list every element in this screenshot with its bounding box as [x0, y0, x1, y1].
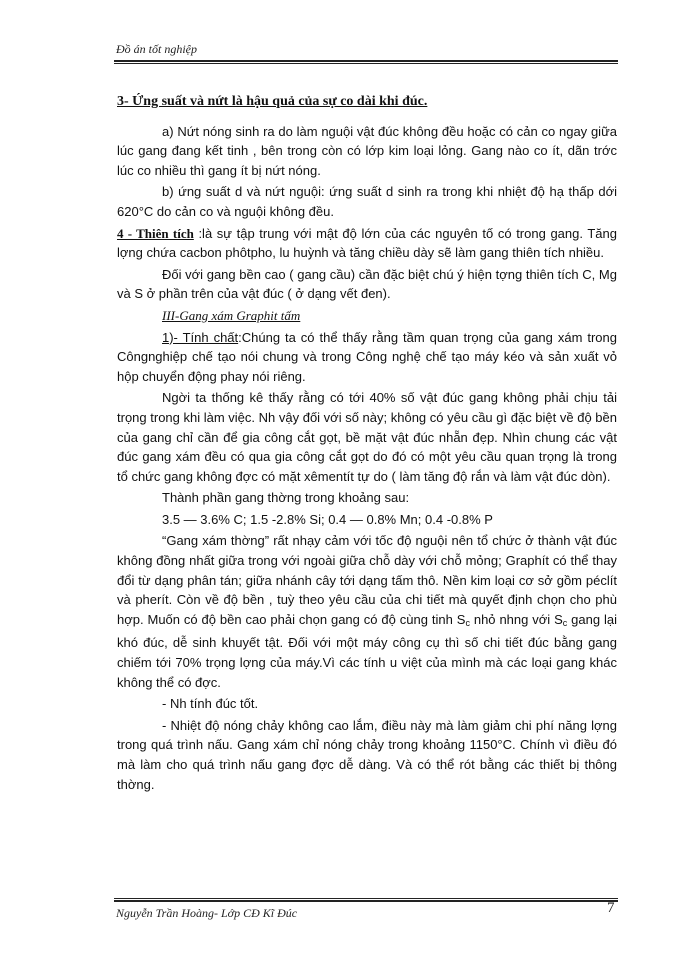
paragraph-melting: - Nhiệt độ nóng chảy không cao lắm, điều này mà làm giảm chi phí năng lợng trong quá trình nấu. Gang xám chỉ nóng chảy trong khoảng 1150°C. Chính vì điều đó mà làm cho quá trình nấu gang đợc dễ dàng. Và có thể rót bằng các thiết bị thông thờng.	[117, 717, 617, 792]
gray-iron-text-1: “Gang xám thờng” rất nhạy cảm với tốc độ nguội nên tổ chức ở thành vật đúc không đồng nhất giữa trong với ngoài giữa chỗ dày với chỗ mỏng; Graphít có thể thay đổi từ dạng phân tán; giữa nhánh cây tới dạng tấm thô. Nền kim loại cơ sở gồm péclít và pherít. Còn về độ bền , tuỳ theo yêu cầu của chi tiết mà quyết định chọn cho phù hợp. Muốn có độ bền cao phải chọn gang có độ cùng tinh S	[117, 533, 617, 627]
section-3-title: 3- Ứng suất và nứt là hậu quả của sự co dài khi đúc.	[117, 94, 428, 109]
gray-iron-text-3: gang lại khó đúc, dễ sinh khuyết tật. Đối với một máy công cụ thì số chi tiết đúc bằng gang chiếm tới 70% trọng lợng của máy.Vì các tính u việt của mình mà các loại gang khác không thể có đợc.	[117, 611, 618, 690]
footer-author: Nguyễn Trần Hoàng- Lớp CĐ Kĩ Đúc	[116, 906, 298, 920]
properties-text: :Chúng ta có thể thấy rằng tầm quan trọng của gang xám trong Côngnghiệp chế tạo nói chung và trong Công nghệ chế tạo máy kéo và sản xuất vỏ hộp chuyển động phay nói riêng.	[117, 329, 617, 384]
paragraph-castability: - Nh tính đúc tốt.	[162, 696, 259, 712]
paragraph-properties	[117, 328, 617, 387]
header-title: Đồ án tốt nghiệp	[116, 42, 197, 56]
header-rule	[114, 60, 618, 64]
section-4-text: :là sự tập trung với mật độ lớn của các nguyên tố có trong gang. Tăng lợng chứa cacbon phôtpho, lu huỳnh và tăng chiều dày sẽ làm gang thiên tích nhiều.	[117, 225, 617, 261]
subsection-title	[117, 306, 617, 326]
paragraph-composition-intro: Thành phần gang thờng trong khoảng sau:	[162, 490, 410, 506]
paragraph-cold-crack: b) ứng suất d và nứt nguội: ứng suất d sinh ra trong khi nhiệt độ hạ thấp dới 620°C do cản co và nguội không đều.	[117, 184, 617, 219]
document-body	[117, 92, 617, 796]
footer-rule	[114, 898, 618, 902]
paragraph-composition: 3.5 — 3.6% C; 1.5 -2.8% Si; 0.4 — 0.8% Mn; 0.4 -0.8% P	[162, 511, 493, 527]
paragraph-hot-crack: a) Nứt nóng sinh ra do làm nguội vật đúc không đều hoặc có cản co ngay giữa lúc gang đang kết tinh , bên trong còn có lớp kim loại lỏng. Gang nào co ít, dãn trớc lúc co nhiều thì gang ít bị nứt nóng.	[117, 123, 617, 178]
subscript-c: c	[465, 617, 470, 628]
gray-iron-title: III-Gang xám Graphit tấm	[162, 307, 301, 323]
gray-iron-text-2: nhỏ nhng với S	[469, 611, 563, 627]
subscript-c: c	[562, 617, 568, 628]
page-number: 7	[607, 900, 615, 916]
paragraph-statistics: Ngời ta thống kê thấy rằng có tới 40% số vật đúc gang không phải chịu tải trọng trong khi làm việc. Nh vậy đối với số này; không có yêu cầu gì đặc biệt về độ bền của gang chỉ cần để gia công cắt gọt, bề mặt vật đúc nhẵn đẹp. Nhìn chung các vật đúc gang xám đều có qua gia công cắt gọt do đó có một yêu cầu quan trọng là trong tổ chức gang không đợc có mặt xêmentít tự do ( làm tăng độ rắn và làm vật đúc dòn).	[117, 390, 617, 484]
properties-label: 1)- Tính chất	[162, 329, 239, 345]
paragraph-gray-iron	[117, 531, 617, 692]
paragraph-segregation-2: Đối với gang bền cao ( gang cầu) cần đặc biệt chú ý hiện tợng thiên tích C, Mg và S ở phần trên của vật đúc ( ở dạng vết đen).	[117, 266, 617, 302]
section-4-label: 4 - Thiên tích	[117, 225, 194, 241]
paragraph-segregation	[117, 224, 617, 263]
